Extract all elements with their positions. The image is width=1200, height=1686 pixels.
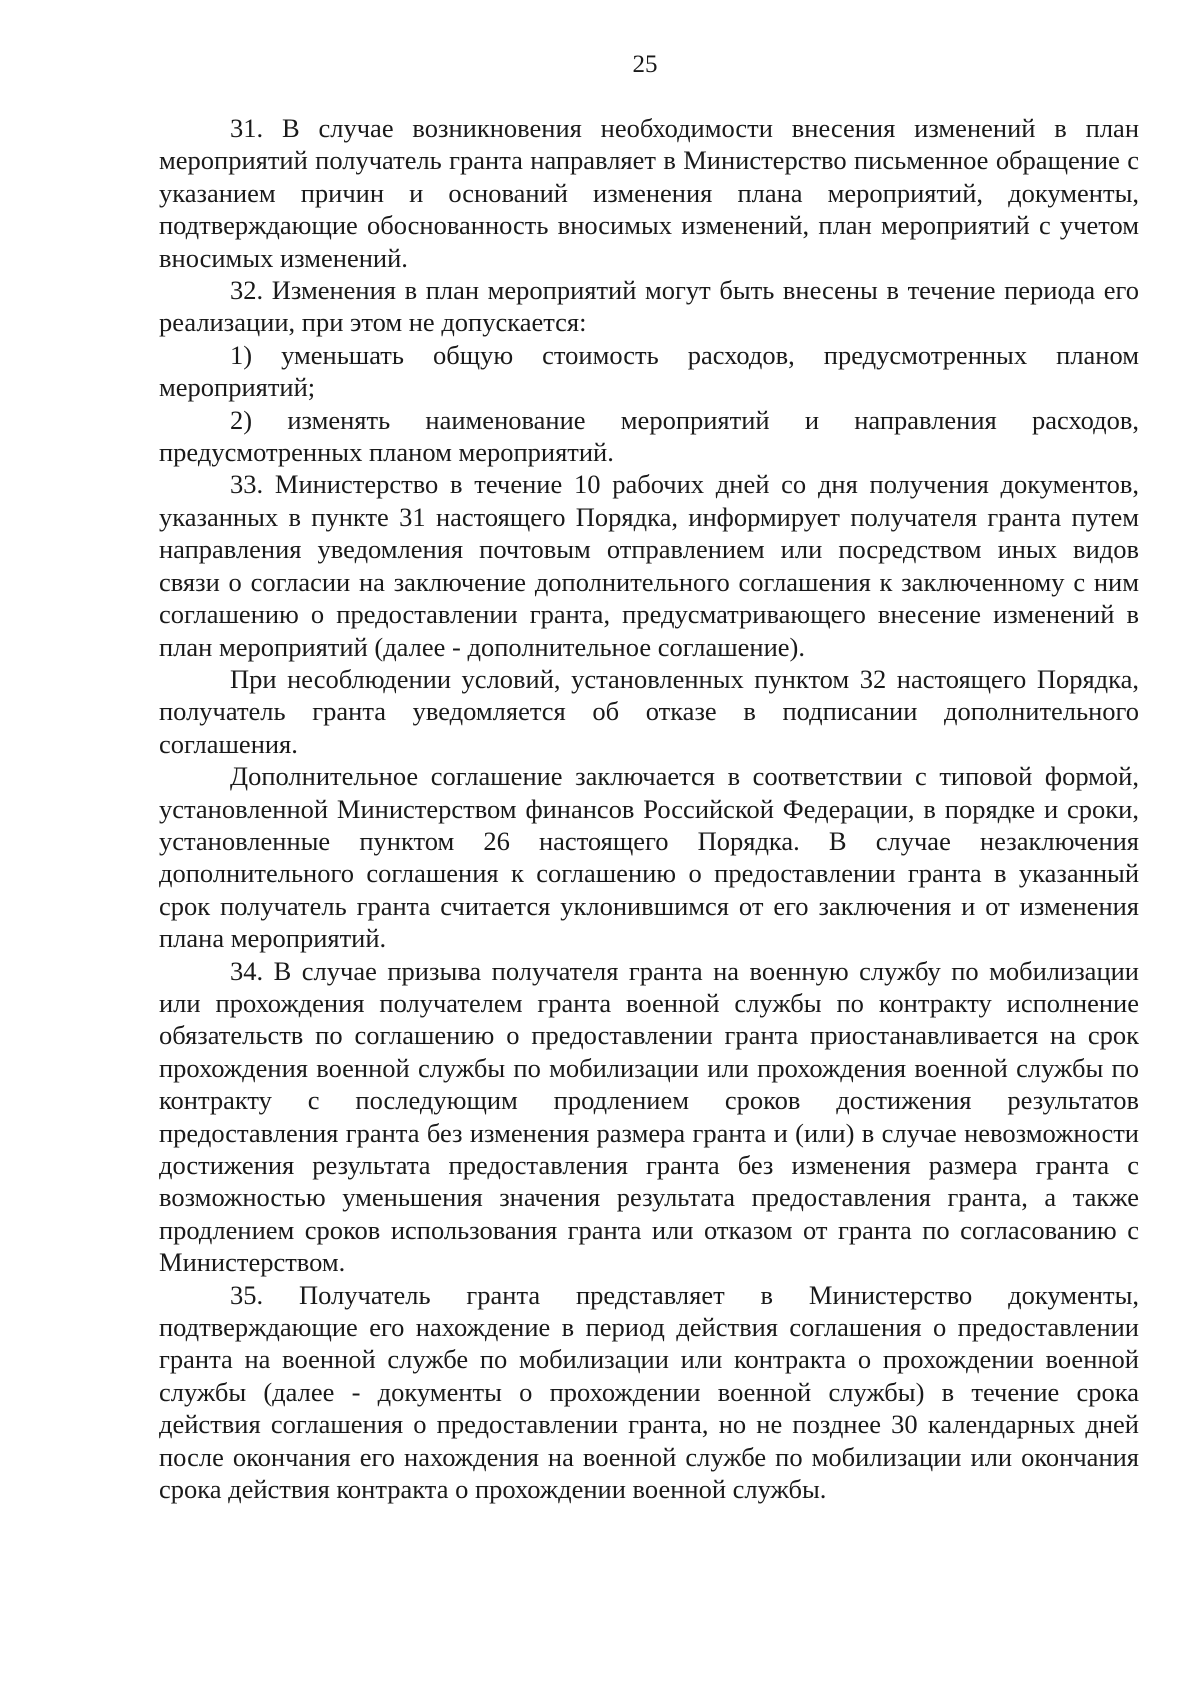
- paragraph-34: 34. В случае призыва получателя гранта на военную службу по мобилизации или прохождения получателем гранта военной службы по контракту исполнение обязательств по соглашению о предоставлении гранта приостанавливается на срок прохождения военной службы по мобилизации или прохождения военной службы по контракту с последующим продлением сроков достижения результатов предоставления гранта без изменения размера гранта и (или) в случае невозможности достижения результата предоставления гранта без изменения размера гранта с возможностью уменьшения значения результата предоставления гранта, а также продлением сроков использования гранта или отказом от гранта по согласованию с Министерством.: [159, 955, 1139, 1278]
- page-number: 25: [632, 51, 658, 78]
- paragraph-33: 33. Министерство в течение 10 рабочих дней со дня получения документов, указанных в пункте 31 настоящего Порядка, информирует получателя гранта путем направления уведомления почтовым отправлением или посредством иных видов связи о согласии на заключение дополнительного соглашения к заключенному с ним соглашению о предоставлении гранта, предусматривающего внесение изменений в план мероприятий (далее - дополнительное соглашение).: [159, 469, 1139, 662]
- paragraph-31: 31. В случае возникновения необходимости внесения изменений в план мероприятий получатель гранта направляет в Министерство письменное обращение с указанием причин и оснований изменения плана мероприятий, документы, подтверждающие обоснованность вносимых изменений, план мероприятий с учетом вносимых изменений.: [159, 113, 1139, 273]
- document-body: [159, 112, 1139, 1505]
- paragraph-33-refusal: При несоблюдении условий, установленных пунктом 32 настоящего Порядка, получатель гранта уведомляется об отказе в подписании дополнительного соглашения.: [159, 663, 1139, 759]
- paragraph-32: 32. Изменения в план мероприятий могут быть внесены в течение периода его реализации, при этом не допускается:: [159, 275, 1139, 338]
- paragraph-32-item-1: 1) уменьшать общую стоимость расходов, предусмотренных планом мероприятий;: [159, 339, 1139, 403]
- paragraph-35: 35. Получатель гранта представляет в Министерство документы, подтверждающие его нахождение в период действия соглашения о предоставлении гранта на военной службе по мобилизации или контракта о прохождении военной службы (далее - документы о прохождении военной службы) в течение срока действия соглашения о предоставлении гранта, но не позднее 30 календарных дней после окончания его нахождения на военной службе по мобилизации или окончания срока действия контракта о прохождении военной службы.: [159, 1279, 1139, 1505]
- paragraph-32-item-2: 2) изменять наименование мероприятий и направления расходов, предусмотренных планом мероприятий.: [159, 404, 1139, 468]
- paragraph-33-agreement: Дополнительное соглашение заключается в соответствии с типовой формой, установленной Министерством финансов Российской Федерации, в порядке и сроки, установленные пунктом 26 настоящего Порядка. В случае незаключения дополнительного соглашения к соглашению о предоставлении гранта в указанный срок получатель гранта считается уклонившимся от его заключения и от изменения плана мероприятий.: [159, 761, 1139, 954]
